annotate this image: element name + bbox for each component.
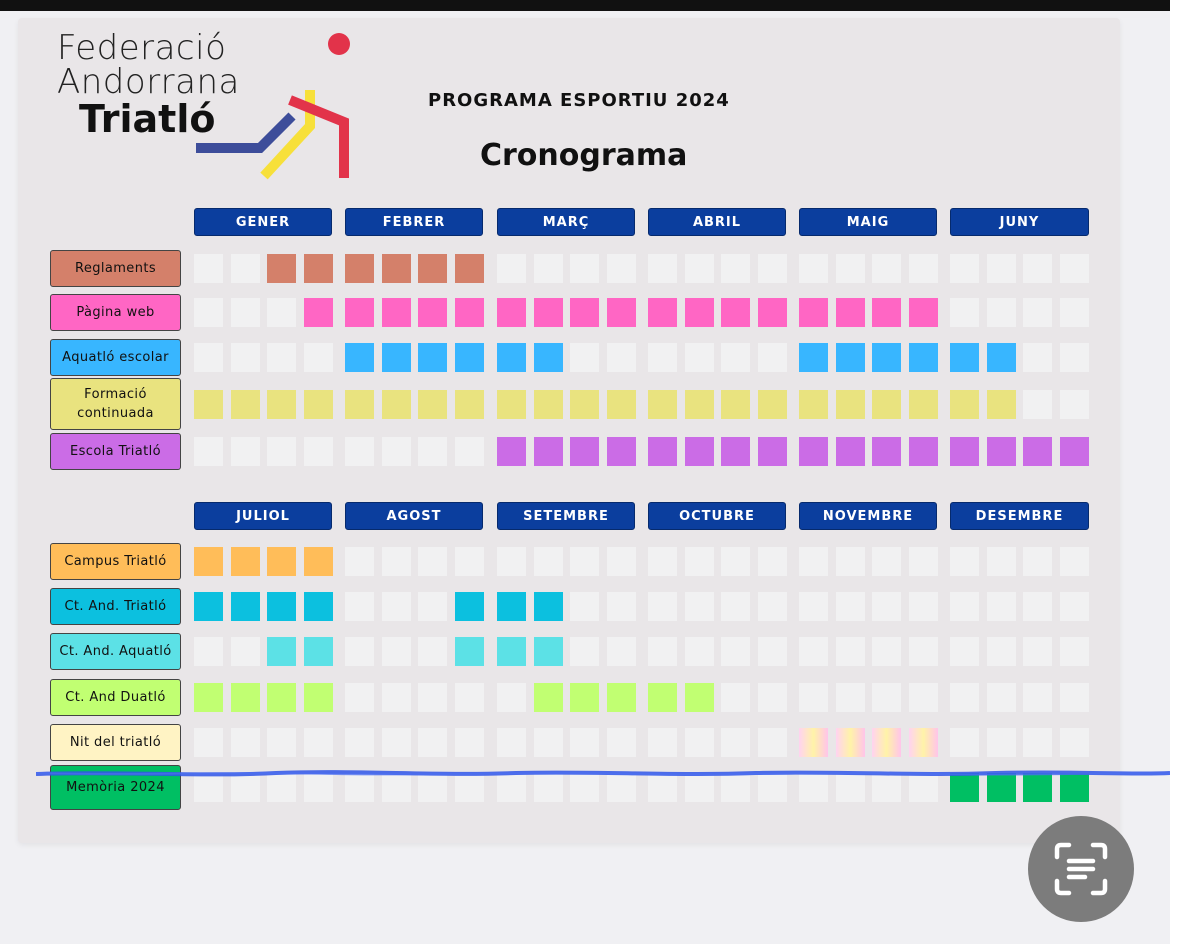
schedule-cell-active <box>909 390 938 419</box>
schedule-cell-active <box>799 343 828 372</box>
schedule-cell-active <box>382 298 411 327</box>
schedule-cell-active <box>758 390 787 419</box>
schedule-cell <box>721 547 750 576</box>
schedule-cell <box>382 637 411 666</box>
logo-line-triatlo: Triatló <box>79 97 216 141</box>
schedule-cell-active <box>194 390 223 419</box>
schedule-cell <box>455 728 484 757</box>
schedule-cell <box>382 547 411 576</box>
schedule-cell-active <box>570 390 599 419</box>
schedule-cell-active <box>987 343 1016 372</box>
schedule-cell-active <box>267 254 296 283</box>
schedule-cell <box>267 343 296 372</box>
schedule-cell <box>799 592 828 621</box>
schedule-cell <box>909 637 938 666</box>
schedule-cell-active <box>872 728 901 757</box>
schedule-cell <box>455 547 484 576</box>
schedule-cell <box>799 547 828 576</box>
schedule-cell-active <box>607 390 636 419</box>
schedule-cell <box>648 728 677 757</box>
schedule-cell <box>685 254 714 283</box>
schedule-cell-active <box>685 390 714 419</box>
schedule-cell <box>418 728 447 757</box>
schedule-cell-active <box>418 298 447 327</box>
schedule-cell-active <box>534 637 563 666</box>
schedule-cell <box>345 637 374 666</box>
schedule-cell <box>1023 683 1052 712</box>
schedule-cell-active <box>721 298 750 327</box>
schedule-cell <box>382 728 411 757</box>
schedule-cell <box>648 637 677 666</box>
month-header: NOVEMBRE <box>799 502 937 530</box>
schedule-cell-active <box>231 390 260 419</box>
schedule-cell <box>607 637 636 666</box>
schedule-cell-active <box>418 254 447 283</box>
schedule-cell <box>304 437 333 466</box>
schedule-cell-active <box>987 390 1016 419</box>
schedule-cell <box>836 637 865 666</box>
schedule-cell <box>345 728 374 757</box>
schedule-cell-active <box>648 437 677 466</box>
schedule-cell <box>648 343 677 372</box>
schedule-cell <box>497 547 526 576</box>
month-header: DESEMBRE <box>950 502 1089 530</box>
schedule-cell-active <box>345 298 374 327</box>
schedule-cell-active <box>534 592 563 621</box>
schedule-cell <box>987 728 1016 757</box>
program-subtitle: PROGRAMA ESPORTIU 2024 <box>428 90 730 111</box>
schedule-cell-active <box>267 637 296 666</box>
schedule-cell <box>534 728 563 757</box>
schedule-cell <box>836 254 865 283</box>
schedule-cell <box>534 254 563 283</box>
activity-label: Ct. And Duatló <box>50 679 181 716</box>
schedule-cell-active <box>721 390 750 419</box>
schedule-cell <box>872 637 901 666</box>
schedule-cell <box>418 437 447 466</box>
schedule-cell <box>231 298 260 327</box>
schedule-cell-active <box>497 298 526 327</box>
schedule-cell <box>950 298 979 327</box>
schedule-cell <box>987 547 1016 576</box>
schedule-cell-active <box>987 437 1016 466</box>
schedule-cell-active <box>648 298 677 327</box>
schedule-cell <box>721 637 750 666</box>
schedule-cell-active <box>570 683 599 712</box>
schedule-cell-active <box>607 437 636 466</box>
schedule-cell <box>1060 592 1089 621</box>
schedule-cell-active <box>267 683 296 712</box>
schedule-cell <box>194 437 223 466</box>
schedule-cell-active <box>534 683 563 712</box>
schedule-cell <box>1023 592 1052 621</box>
schedule-cell-active <box>872 390 901 419</box>
schedule-cell <box>987 637 1016 666</box>
schedule-cell <box>872 547 901 576</box>
schedule-cell-active <box>721 437 750 466</box>
schedule-cell-active <box>304 547 333 576</box>
schedule-cell-active <box>231 547 260 576</box>
schedule-cell <box>1023 390 1052 419</box>
schedule-cell <box>570 547 599 576</box>
schedule-cell-active <box>950 343 979 372</box>
schedule-cell <box>685 343 714 372</box>
schedule-cell-active <box>497 343 526 372</box>
top-bar <box>0 0 1170 11</box>
schedule-cell-active <box>799 437 828 466</box>
schedule-cell-active <box>345 254 374 283</box>
schedule-cell-active <box>950 437 979 466</box>
schedule-cell <box>987 592 1016 621</box>
schedule-cell <box>872 254 901 283</box>
schedule-cell-active <box>836 728 865 757</box>
schedule-cell <box>1060 343 1089 372</box>
schedule-cell-active <box>1023 437 1052 466</box>
schedule-cell <box>836 547 865 576</box>
schedule-cell <box>799 637 828 666</box>
schedule-cell <box>194 298 223 327</box>
schedule-cell <box>758 683 787 712</box>
schedule-cell <box>497 728 526 757</box>
schedule-cell <box>382 683 411 712</box>
schedule-cell <box>685 728 714 757</box>
schedule-cell <box>231 728 260 757</box>
schedule-cell <box>987 683 1016 712</box>
schedule-cell <box>607 728 636 757</box>
logo-line-federacio: Federació <box>57 28 227 68</box>
schedule-cell <box>1060 547 1089 576</box>
schedule-cell <box>836 683 865 712</box>
month-header: FEBRER <box>345 208 483 236</box>
schedule-cell <box>1060 637 1089 666</box>
schedule-cell <box>648 547 677 576</box>
schedule-cell-active <box>267 547 296 576</box>
schedule-cell <box>1060 683 1089 712</box>
schedule-cell <box>987 254 1016 283</box>
schedule-cell-active <box>304 683 333 712</box>
month-header: MAIG <box>799 208 937 236</box>
schedule-cell-active <box>304 390 333 419</box>
schedule-cell-active <box>267 592 296 621</box>
schedule-cell <box>799 683 828 712</box>
schedule-cell-active <box>758 298 787 327</box>
schedule-cell <box>987 298 1016 327</box>
schedule-cell <box>648 592 677 621</box>
schedule-cell-active <box>304 254 333 283</box>
schedule-cell <box>872 592 901 621</box>
schedule-cell-active <box>455 637 484 666</box>
schedule-cell <box>345 547 374 576</box>
schedule-cell <box>950 254 979 283</box>
activity-label: Ct. And. Triatló <box>50 588 181 625</box>
schedule-cell <box>909 592 938 621</box>
activity-label: Campus Triatló <box>50 543 181 580</box>
schedule-cell-active <box>836 298 865 327</box>
schedule-cell-active <box>455 343 484 372</box>
activity-label: Aquatló escolar <box>50 339 181 376</box>
schedule-cell-active <box>836 343 865 372</box>
activity-label: Formació continuada <box>50 378 181 430</box>
schedule-cell <box>497 683 526 712</box>
schedule-cell-active <box>382 390 411 419</box>
schedule-cell <box>721 592 750 621</box>
schedule-cell <box>382 592 411 621</box>
schedule-cell <box>345 592 374 621</box>
schedule-cell <box>799 254 828 283</box>
schedule-cell-active <box>872 298 901 327</box>
schedule-cell <box>909 547 938 576</box>
schedule-cell-active <box>194 547 223 576</box>
month-header: GENER <box>194 208 332 236</box>
schedule-cell <box>950 547 979 576</box>
schedule-cell-active <box>304 592 333 621</box>
schedule-cell-active <box>455 254 484 283</box>
schedule-cell <box>1023 637 1052 666</box>
schedule-cell <box>1060 728 1089 757</box>
schedule-cell <box>1060 390 1089 419</box>
schedule-cell <box>909 254 938 283</box>
schedule-cell <box>1023 298 1052 327</box>
schedule-cell-active <box>836 437 865 466</box>
schedule-cell <box>909 683 938 712</box>
schedule-cell <box>382 437 411 466</box>
schedule-cell <box>721 728 750 757</box>
schedule-cell <box>1023 547 1052 576</box>
schedule-cell-active <box>685 298 714 327</box>
schedule-cell <box>534 547 563 576</box>
schedule-cell <box>607 343 636 372</box>
schedule-cell-active <box>497 390 526 419</box>
activity-label: Nit del triatló <box>50 724 181 761</box>
schedule-cell-active <box>685 683 714 712</box>
schedule-cell <box>836 592 865 621</box>
schedule-cell <box>418 592 447 621</box>
schedule-cell <box>1060 254 1089 283</box>
schedule-cell-active <box>534 437 563 466</box>
schedule-cell <box>950 728 979 757</box>
schedule-cell-active <box>534 298 563 327</box>
schedule-cell <box>758 343 787 372</box>
schedule-cell <box>1023 254 1052 283</box>
schedule-cell-active <box>455 390 484 419</box>
schedule-cell <box>194 254 223 283</box>
schedule-cell-active <box>607 298 636 327</box>
schedule-cell-active <box>836 390 865 419</box>
triathlon-figure-icon <box>190 28 360 183</box>
logo-line-andorrana: Andorrana <box>57 62 240 102</box>
schedule-cell-active <box>799 728 828 757</box>
schedule-cell <box>758 637 787 666</box>
schedule-cell <box>194 728 223 757</box>
schedule-cell <box>418 637 447 666</box>
schedule-cell-active <box>497 592 526 621</box>
schedule-cell-active <box>685 437 714 466</box>
schedule-cell <box>685 592 714 621</box>
right-edge <box>1170 0 1200 944</box>
schedule-cell-active <box>950 390 979 419</box>
schedule-cell <box>231 437 260 466</box>
schedule-cell-active <box>304 298 333 327</box>
schedule-cell <box>607 547 636 576</box>
schedule-cell <box>685 547 714 576</box>
schedule-cell-active <box>455 298 484 327</box>
schedule-cell-active <box>304 637 333 666</box>
schedule-cell-active <box>497 637 526 666</box>
schedule-cell-active <box>607 683 636 712</box>
schedule-cell-active <box>231 592 260 621</box>
schedule-cell-active <box>909 728 938 757</box>
schedule-cell-active <box>872 343 901 372</box>
schedule-cell <box>304 343 333 372</box>
schedule-cell-active <box>345 390 374 419</box>
schedule-cell <box>607 254 636 283</box>
activity-label: Reglaments <box>50 250 181 287</box>
activity-label: Ct. And. Aquatló <box>50 633 181 670</box>
month-header: OCTUBRE <box>648 502 786 530</box>
month-header: ABRIL <box>648 208 786 236</box>
scribble-line <box>36 768 1170 780</box>
schedule-cell <box>1060 298 1089 327</box>
text-recognition-icon <box>1051 839 1111 899</box>
schedule-cell-active <box>570 298 599 327</box>
schedule-cell-active <box>648 390 677 419</box>
schedule-cell <box>418 547 447 576</box>
month-header: JULIOL <box>194 502 332 530</box>
schedule-cell-active <box>267 390 296 419</box>
schedule-cell <box>950 637 979 666</box>
page-title: Cronograma <box>480 138 688 173</box>
schedule-cell <box>570 728 599 757</box>
schedule-cell-active <box>497 437 526 466</box>
schedule-cell <box>304 728 333 757</box>
schedule-cell-active <box>872 437 901 466</box>
schedule-cell <box>497 254 526 283</box>
activity-label: Memòria 2024 <box>50 765 181 810</box>
schedule-cell <box>758 728 787 757</box>
schedule-cell <box>1023 728 1052 757</box>
schedule-cell-active <box>570 437 599 466</box>
schedule-cell <box>950 683 979 712</box>
schedule-cell <box>455 437 484 466</box>
month-header: SETEMBRE <box>497 502 635 530</box>
schedule-cell-active <box>231 683 260 712</box>
schedule-cell <box>685 637 714 666</box>
schedule-cell <box>721 343 750 372</box>
schedule-cell <box>345 437 374 466</box>
schedule-cell <box>950 592 979 621</box>
schedule-cell <box>570 637 599 666</box>
schedule-cell-active <box>799 298 828 327</box>
schedule-cell <box>872 683 901 712</box>
schedule-cell-active <box>534 343 563 372</box>
schedule-cell <box>570 254 599 283</box>
activity-label: Pàgina web <box>50 294 181 331</box>
schedule-cell <box>267 437 296 466</box>
schedule-cell-active <box>909 343 938 372</box>
schedule-cell-active <box>194 683 223 712</box>
schedule-cell-active <box>382 343 411 372</box>
schedule-cell <box>721 683 750 712</box>
schedule-cell <box>194 637 223 666</box>
schedule-cell <box>267 728 296 757</box>
schedule-cell-active <box>382 254 411 283</box>
schedule-cell <box>1023 343 1052 372</box>
month-header: AGOST <box>345 502 483 530</box>
schedule-cell <box>231 343 260 372</box>
schedule-cell <box>231 254 260 283</box>
schedule-cell-active <box>418 390 447 419</box>
schedule-cell <box>758 592 787 621</box>
schedule-cell <box>455 683 484 712</box>
activity-label: Escola Triatló <box>50 433 181 470</box>
schedule-cell <box>345 683 374 712</box>
schedule-cell <box>607 592 636 621</box>
month-header: MARÇ <box>497 208 635 236</box>
schedule-cell <box>231 637 260 666</box>
schedule-cell-active <box>909 298 938 327</box>
month-header: JUNY <box>950 208 1089 236</box>
schedule-cell-active <box>194 592 223 621</box>
schedule-cell-active <box>1060 437 1089 466</box>
schedule-cell-active <box>534 390 563 419</box>
schedule-cell-active <box>418 343 447 372</box>
schedule-cell <box>758 254 787 283</box>
schedule-cell-active <box>799 390 828 419</box>
schedule-cell-active <box>648 683 677 712</box>
schedule-cell <box>194 343 223 372</box>
schedule-cell-active <box>345 343 374 372</box>
schedule-cell <box>570 343 599 372</box>
schedule-cell <box>721 254 750 283</box>
schedule-cell-active <box>455 592 484 621</box>
text-recognition-button[interactable] <box>1028 816 1134 922</box>
schedule-cell <box>570 592 599 621</box>
schedule-cell-active <box>909 437 938 466</box>
schedule-cell <box>648 254 677 283</box>
schedule-cell <box>758 547 787 576</box>
schedule-cell-active <box>758 437 787 466</box>
schedule-cell <box>267 298 296 327</box>
schedule-cell <box>418 683 447 712</box>
